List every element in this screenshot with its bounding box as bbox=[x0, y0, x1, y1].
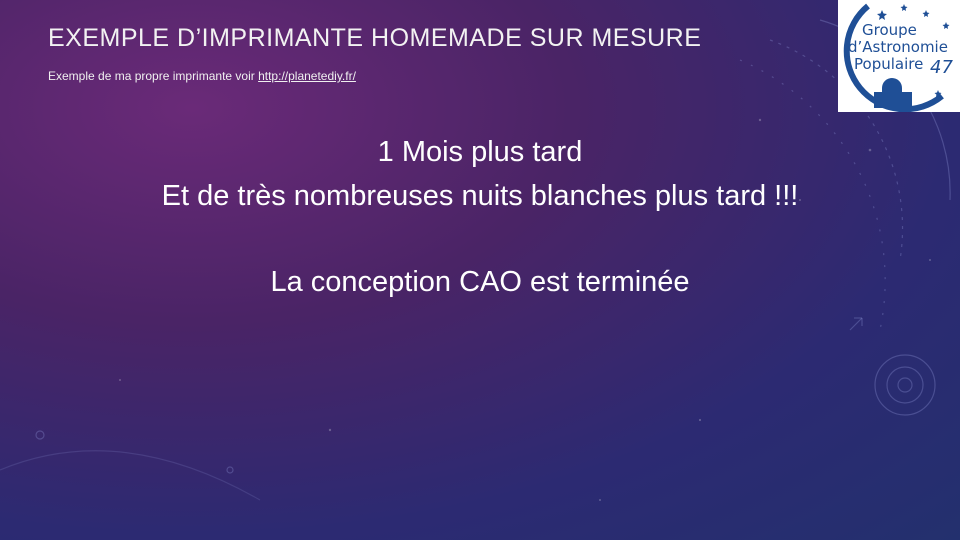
logo-line-2: d’Astronomie bbox=[848, 38, 948, 56]
body-line-3: La conception CAO est terminée bbox=[270, 266, 690, 298]
body-line-2: Et de très nombreuses nuits blanches plus tard !!! bbox=[161, 180, 799, 212]
logo-line-3: Populaire bbox=[854, 55, 924, 73]
logo-line-1: Groupe bbox=[862, 21, 917, 39]
subtitle-text: Exemple de ma propre imprimante voir bbox=[48, 69, 259, 83]
body-line-1: 1 Mois plus tard bbox=[377, 136, 583, 168]
logo-number: 47 bbox=[930, 57, 953, 78]
gap47-logo bbox=[838, 0, 960, 112]
planetediy-link[interactable]: http://planetediy.fr/ bbox=[258, 69, 356, 83]
slide-title: EXEMPLE D’IMPRIMANTE HOMEMADE SUR MESURE bbox=[48, 24, 702, 52]
subtitle bbox=[48, 69, 356, 83]
